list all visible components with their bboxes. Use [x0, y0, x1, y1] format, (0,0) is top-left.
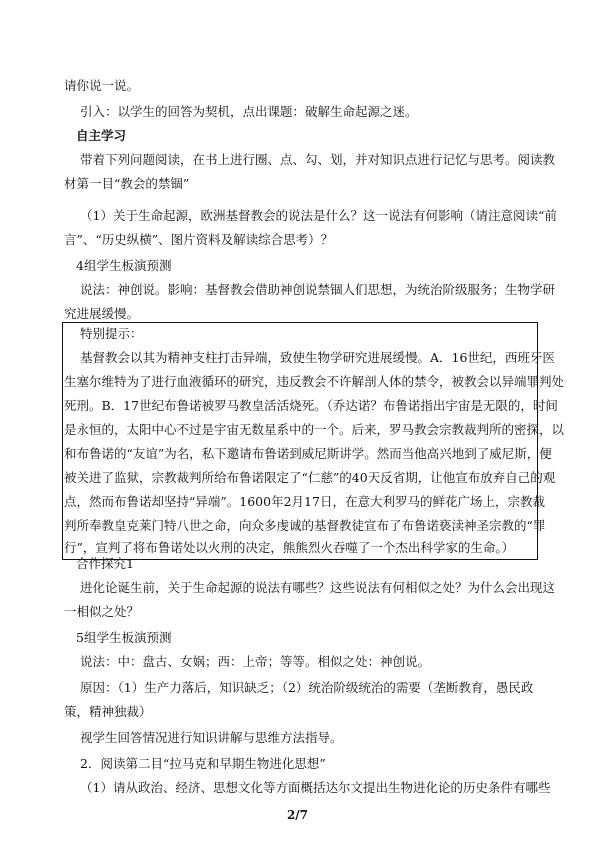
box-text-line: 死刑。B．17世纪布鲁诺被罗马教皇活活烧死。（乔达诺？布鲁诺指出宇宙是无限的，时间 [64, 398, 558, 413]
text-line: 言”、“历史纵横”、图片资料及解读综合思考）？ [64, 232, 334, 247]
box-text-line: 和布鲁诺的“友谊”为名，私下邀请布鲁诺到威尼斯讲学。然而当他高兴地到了威尼斯，便 [64, 446, 552, 461]
text-line: 说法：神创说。影响：基督教会借助神创说禁锢人们思想，为统治阶级服务；生物学研 [80, 282, 556, 297]
text-line: 视学生回答情况进行知识讲解与思维方法指导。 [80, 730, 343, 745]
section-heading: 自主学习 [76, 128, 127, 143]
text-line: 究进展缓慢。 [64, 306, 140, 321]
text-line: 策，精神独裁） [64, 704, 152, 719]
text-line: 材第一目“教会的禁锢” [64, 176, 190, 191]
text-line: 5组学生板演预测 [76, 630, 172, 645]
box-text-line: 行”，宣判了将布鲁诺处以火刑的决定，熊熊烈火吞噬了一个杰出科学家的生命。） [64, 540, 515, 555]
text-line: 说法：中：盘古、女娲；西：上帝；等等。相似之处：神创说。 [80, 654, 431, 669]
box-heading: 特别提示： [80, 326, 143, 341]
text-line: 带着下列问题阅读，在书上进行圈、点、勾、划，并对知识点进行记忆与思考。阅读教 [80, 152, 556, 167]
box-text-line: 点，然而布鲁诺却坚持“异端”。1600年2月17日，在意大利罗马的鲜花广场上，宗教裁 [64, 494, 545, 509]
text-line: 请你说一说。 [64, 78, 140, 93]
box-text-line: 被关进了监狱，宗教裁判所给布鲁诺限定了“仁慈”的40天反省期，让他宣布放弃自己的观 [64, 470, 556, 485]
text-line: （1）关于生命起源，欧洲基督教会的说法是什么？这一说法有何影响（请注意阅读“前 [80, 208, 557, 223]
section-heading: 合作探究1 [76, 556, 134, 571]
box-text-line: 判所奉教皇克莱门特八世之命，向众多虔诚的基督教徒宣布了布鲁诺亵渎神圣宗教的“罪 [64, 518, 546, 533]
box-text-line: 基督教会以其为精神支柱打击异端，致使生物学研究进展缓慢。A．16世纪，西班牙医 [80, 350, 555, 365]
text-line: 进化论诞生前，关于生命起源的说法有哪些？这些说法有何相似之处？为什么会出现这 [80, 580, 556, 595]
text-line: 一相似之处？ [64, 604, 140, 619]
page-number: 2/7 [286, 808, 309, 822]
text-line: （1）请从政治、经济、思想文化等方面概括达尔文提出生物进化论的历史条件有哪些 [80, 780, 551, 795]
text-line: 原因：（1）生产力落后，知识缺乏；（2）统治阶级统治的需要（垄断教育，愚民政 [80, 680, 534, 695]
text-line: 引入：以学生的回答为契机，点出课题：破解生命起源之迷。 [80, 104, 418, 119]
text-line: 4组学生板演预测 [76, 258, 172, 273]
box-text-line: 是永恒的，太阳中心不过是宇宙无数星系中的一个。后来，罗马教会宗教裁判所的密探，以 [64, 422, 565, 437]
box-text-line: 生塞尔维特为了进行血液循环的研究，违反教会不许解剖人体的禁令，被教会以异端罪判处 [64, 374, 565, 389]
text-line: 2．阅读第二目“拉马克和早期生物进化思想” [80, 756, 326, 771]
